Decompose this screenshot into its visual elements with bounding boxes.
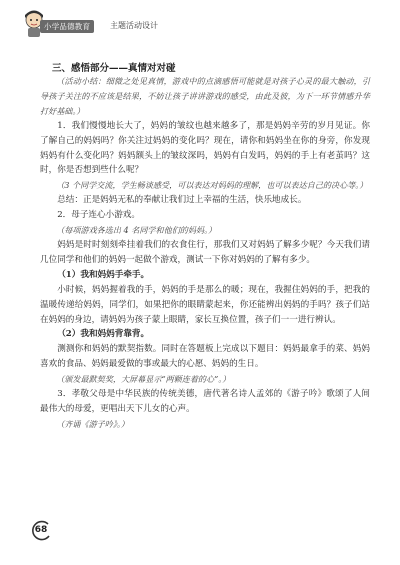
body-paragraph: 总结：正是妈妈无私的奉献让我们过上幸福的生活，快乐地成长。 xyxy=(57,195,307,206)
body-paragraph: 小时候，妈妈握着我的手，妈妈的手是那么的暖；现在，我握住妈妈的手，把我的温暖传递给妈妈，同学们，如果把你的眼睛蒙起来，你还能辨出妈妈的手吗？孩子们站在妈妈的身边，请妈妈为孩子蒙上眼睛，家长互换位置，孩子们一一进行辨认。 xyxy=(40,284,370,325)
note-paragraph: （齐诵《游子吟》。） xyxy=(56,418,130,429)
page-header xyxy=(0,0,400,36)
page-number-text: 68 xyxy=(34,525,48,535)
note-paragraph: （活动小结：细微之处见真情，游戏中的点滴感悟可能就是对孩子心灵的最大触动，引导孩子关注的不应该是结果，不妨让孩子讲讲游戏的感受，由此及彼，为下一环节情感升华打好基础。） xyxy=(40,76,370,116)
body-paragraph: 2．母子连心小游戏。 xyxy=(57,210,140,221)
sub-heading: （2）我和妈妈背靠背。 xyxy=(57,329,150,340)
body-paragraph: 妈妈是时时刻刻牵挂着我们的衣食住行，那我们又对妈妈了解多少呢？今天我们请几位同学和他们的妈妈一起做个游戏，测试一下你对妈妈的了解有多少。 xyxy=(40,239,370,265)
sub-heading: （1）我和妈妈手牵手。 xyxy=(57,269,150,280)
page-number xyxy=(30,520,52,542)
note-paragraph: （颁发最默契奖，大屏幕显示“两颗连着的心”。） xyxy=(56,374,231,385)
note-paragraph: （3 个同学交流，学生畅谈感受，可以表达对妈妈的理解，也可以表达自己的决心等。） xyxy=(56,180,368,191)
page-content xyxy=(40,74,370,432)
note-paragraph: （每项游戏各选出 4 名同学和他们的妈妈。） xyxy=(56,225,217,236)
section-title: 三、感悟部分——真情对对碰 xyxy=(52,63,176,74)
body-paragraph: 1．我们慢慢地长大了，妈妈的皱纹也越来越多了，那是妈妈辛劳的岁月见证。你了解自己的妈妈吗？你关注过妈妈的变化吗？现在，请你和妈妈坐在你的身旁，你发现妈妈有什么变化吗？妈妈额头上的皱纹深吗，妈妈有白发吗，妈妈的手上有老茧吗？这时，你是否想到些什么呢？ xyxy=(40,120,370,176)
header-subtitle: 主题活动设计 xyxy=(110,21,158,30)
series-badge: 小学品德教育 xyxy=(40,20,94,33)
body-paragraph: 测测你和妈妈的默契指数。同时在答题板上完成以下题目：妈妈最拿手的菜、妈妈喜欢的食品、妈妈最爱做的事或最大的心愿、妈妈的生日。 xyxy=(40,344,370,370)
body-paragraph: 3．孝敬父母是中华民族的传统美德，唐代著名诗人孟郊的《游子吟》歌颂了人间最伟大的母爱，更唱出天下儿女的心声。 xyxy=(40,389,370,414)
